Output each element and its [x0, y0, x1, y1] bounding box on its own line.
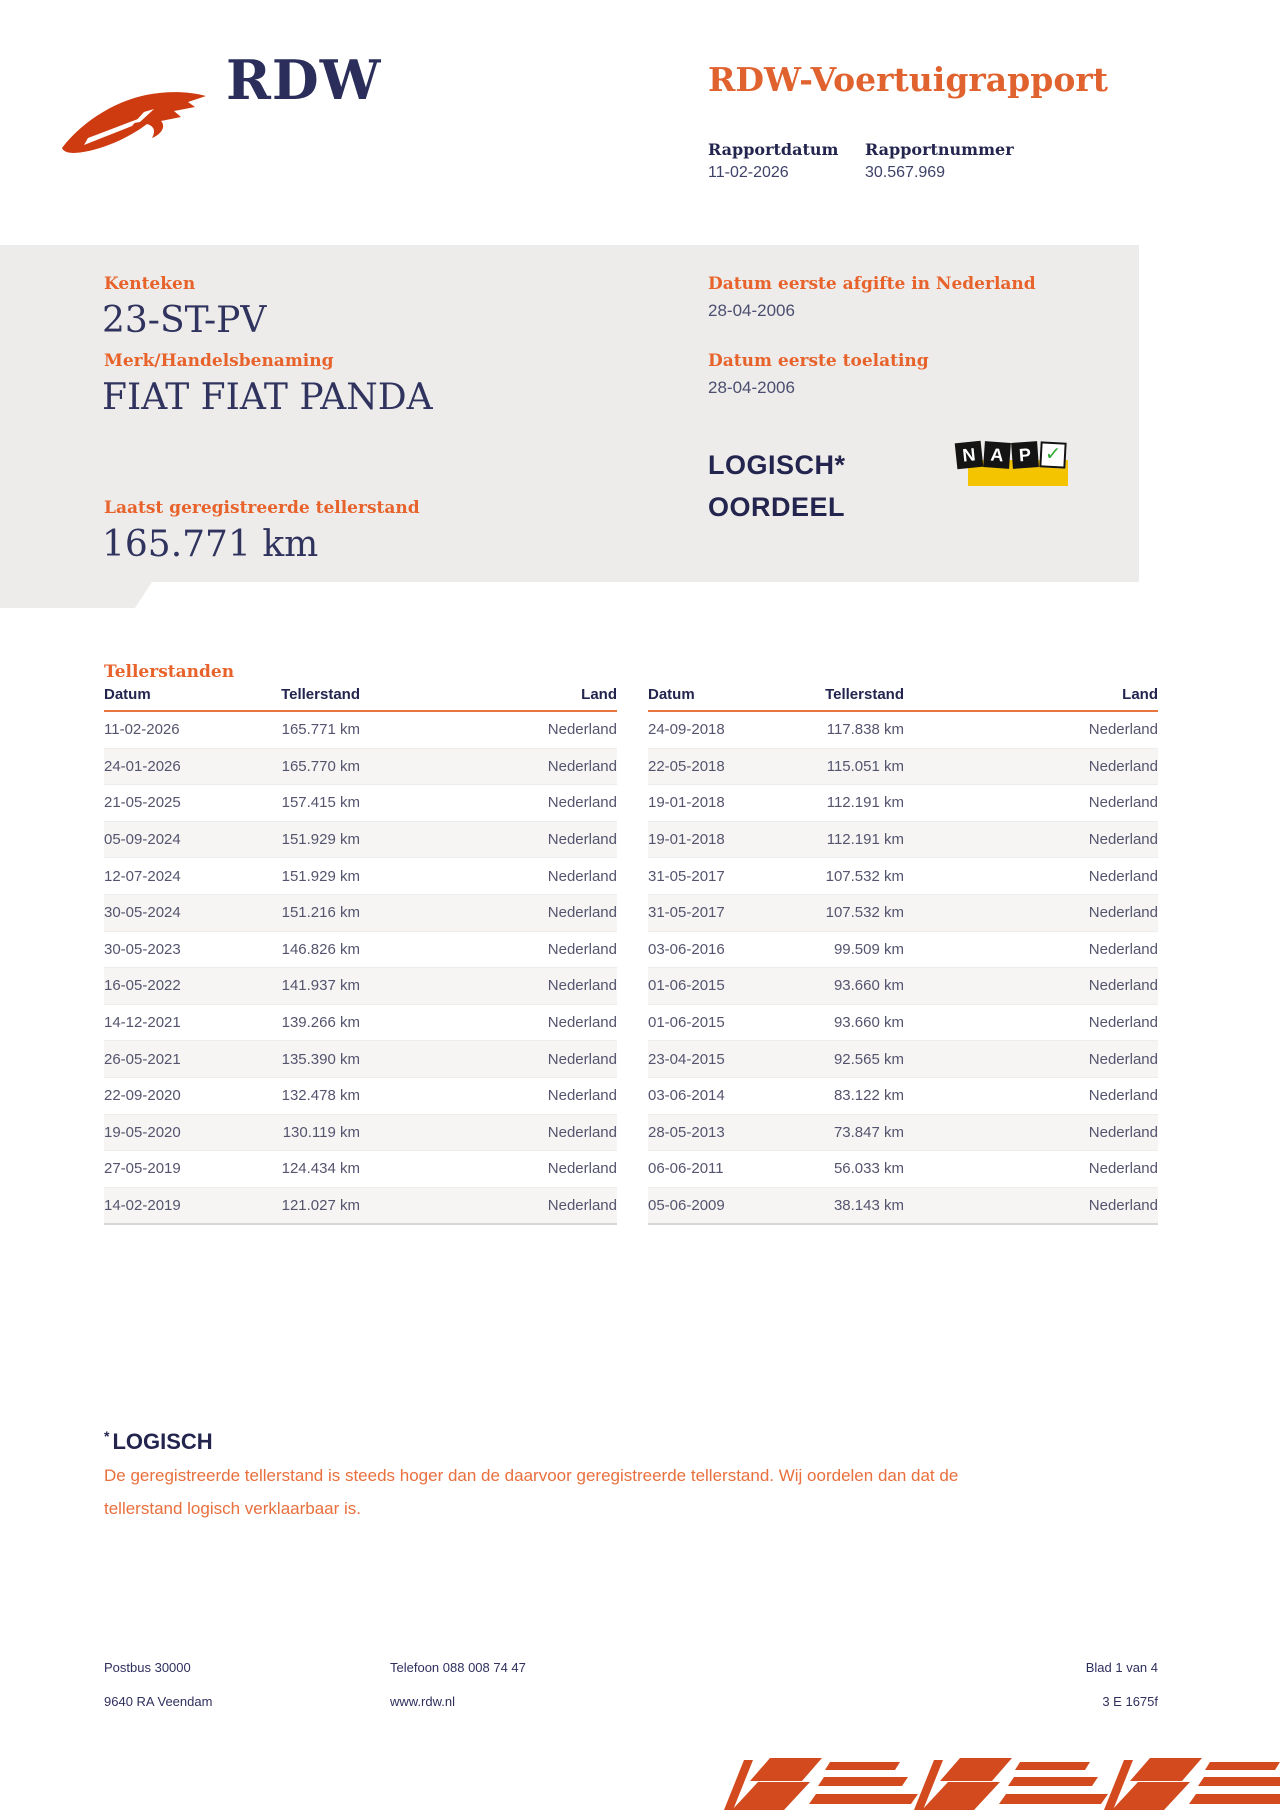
cell-datum: 14-12-2021	[104, 1014, 181, 1032]
rdw-swoosh-icon	[58, 88, 210, 158]
cell-tellerstand: 146.826 km	[281, 940, 360, 958]
cell-land: Nederland	[1088, 794, 1158, 812]
nap-letter-tile: N	[955, 441, 984, 470]
table-body	[648, 712, 1158, 1225]
table-row	[104, 1077, 617, 1114]
table-row	[648, 1077, 1158, 1114]
cell-datum: 24-09-2018	[648, 721, 725, 739]
footnote-title-text: LOGISCH	[112, 1429, 213, 1454]
afgifte-value: 28-04-2006	[708, 301, 795, 320]
cell-land: Nederland	[547, 721, 617, 739]
rdw-logo-text: RDW	[226, 48, 382, 112]
cell-datum: 24-01-2026	[104, 757, 181, 775]
table-row	[104, 967, 617, 1004]
table-row	[648, 857, 1158, 894]
kenteken-value: 23-ST-PV	[102, 300, 267, 341]
cell-tellerstand: 151.216 km	[281, 904, 360, 922]
cell-land: Nederland	[547, 1087, 617, 1105]
cell-datum: 06-06-2011	[648, 1160, 724, 1178]
tellerstanden-table-left	[104, 686, 617, 1225]
cell-datum: 23-04-2015	[648, 1050, 725, 1068]
cell-datum: 05-09-2024	[104, 831, 181, 849]
cell-tellerstand: 107.532 km	[825, 867, 904, 885]
cell-land: Nederland	[547, 1123, 617, 1141]
cell-datum: 16-05-2022	[104, 977, 181, 995]
cell-land: Nederland	[1088, 940, 1158, 958]
cell-tellerstand: 112.191 km	[826, 831, 904, 849]
cell-land: Nederland	[1088, 1197, 1158, 1215]
nap-checkmark-icon: ✓	[1039, 441, 1066, 468]
cell-tellerstand: 117.838 km	[826, 721, 904, 739]
cell-datum: 12-07-2024	[104, 867, 181, 885]
cell-land: Nederland	[1088, 1087, 1158, 1105]
cell-tellerstand: 112.191 km	[826, 794, 904, 812]
cell-tellerstand: 157.415 km	[281, 794, 360, 812]
footer-city: 9640 RA Veendam	[104, 1694, 213, 1709]
nap-letter-tile: P	[1011, 441, 1039, 469]
footer-phone: Telefoon 088 008 74 47	[390, 1660, 526, 1675]
cell-tellerstand: 151.929 km	[281, 867, 360, 885]
oordeel-line2: OORDEEL	[708, 492, 846, 522]
cell-tellerstand: 121.027 km	[281, 1197, 360, 1215]
nap-letter-tile: A	[983, 441, 1011, 469]
cell-tellerstand: 165.770 km	[281, 757, 360, 775]
cell-datum: 31-05-2017	[648, 867, 725, 885]
footer-graphic	[722, 1758, 1280, 1811]
footer-page-number: Blad 1 van 4	[1085, 1660, 1158, 1675]
cell-tellerstand: 107.532 km	[825, 904, 904, 922]
cell-tellerstand: 83.122 km	[833, 1087, 904, 1105]
cell-land: Nederland	[547, 831, 617, 849]
cell-land: Nederland	[547, 940, 617, 958]
afgifte-label: Datum eerste afgifte in Nederland	[708, 274, 1036, 294]
table-row	[104, 894, 617, 931]
cell-tellerstand: 151.929 km	[281, 831, 360, 849]
footer-website: www.rdw.nl	[390, 1694, 456, 1709]
table-row	[648, 894, 1158, 931]
table-row	[104, 1040, 617, 1077]
kenteken-label: Kenteken	[104, 274, 196, 294]
cell-datum: 01-06-2015	[648, 977, 725, 995]
cell-land: Nederland	[547, 794, 617, 812]
cell-land: Nederland	[547, 1050, 617, 1068]
cell-tellerstand: 124.434 km	[281, 1160, 360, 1178]
column-header-datum: Datum	[648, 686, 695, 703]
cell-land: Nederland	[1088, 1160, 1158, 1178]
cell-datum: 14-02-2019	[104, 1197, 181, 1215]
cell-tellerstand: 141.937 km	[281, 977, 360, 995]
cell-land: Nederland	[1088, 1123, 1158, 1141]
table-header-row	[648, 686, 1158, 712]
column-header-tellerstand: Tellerstand	[825, 686, 904, 703]
cell-tellerstand: 165.771 km	[281, 721, 360, 739]
page-title: RDW-Voertuigrapport	[708, 60, 1108, 99]
cell-tellerstand: 92.565 km	[833, 1050, 904, 1068]
cell-tellerstand: 130.119 km	[282, 1123, 360, 1141]
cell-tellerstand: 99.509 km	[833, 940, 904, 958]
cell-datum: 30-05-2024	[104, 904, 181, 922]
cell-land: Nederland	[1088, 721, 1158, 739]
cell-land: Nederland	[547, 1160, 617, 1178]
cell-land: Nederland	[1088, 904, 1158, 922]
table-row	[104, 1114, 617, 1151]
footer-postbus: Postbus 30000	[104, 1660, 191, 1675]
cell-datum: 19-01-2018	[648, 794, 725, 812]
cell-datum: 21-05-2025	[104, 794, 181, 812]
cell-datum: 03-06-2016	[648, 940, 725, 958]
table-row	[104, 712, 617, 748]
column-header-tellerstand: Tellerstand	[281, 686, 360, 703]
table-row	[648, 1187, 1158, 1224]
column-header-land: Land	[1122, 686, 1158, 703]
cell-datum: 31-05-2017	[648, 904, 725, 922]
table-row	[648, 784, 1158, 821]
column-header-datum: Datum	[104, 686, 151, 703]
tellerstand-label: Laatst geregistreerde tellerstand	[104, 498, 420, 518]
cell-land: Nederland	[547, 1197, 617, 1215]
toelating-label: Datum eerste toelating	[708, 351, 929, 371]
table-row	[648, 712, 1158, 748]
column-header-land: Land	[581, 686, 617, 703]
cell-datum: 22-09-2020	[104, 1087, 181, 1105]
cell-tellerstand: 139.266 km	[281, 1014, 360, 1032]
cell-tellerstand: 93.660 km	[833, 977, 904, 995]
cell-datum: 11-02-2026	[104, 721, 180, 739]
footnote-asterisk: *	[104, 1428, 110, 1444]
cell-datum: 27-05-2019	[104, 1160, 181, 1178]
cell-datum: 03-06-2014	[648, 1087, 725, 1105]
table-row	[104, 821, 617, 858]
table-row	[648, 1004, 1158, 1041]
table-row	[104, 1150, 617, 1187]
report-date-label: Rapportdatum	[708, 140, 839, 159]
merk-value: FIAT FIAT PANDA	[102, 377, 433, 418]
cell-tellerstand: 115.051 km	[826, 757, 904, 775]
cell-land: Nederland	[547, 977, 617, 995]
tellerstanden-table-right	[648, 686, 1158, 1225]
table-row	[648, 1114, 1158, 1151]
merk-label: Merk/Handelsbenaming	[104, 351, 334, 371]
cell-land: Nederland	[1088, 867, 1158, 885]
cell-land: Nederland	[547, 904, 617, 922]
cell-datum: 19-01-2018	[648, 831, 725, 849]
cell-land: Nederland	[547, 757, 617, 775]
footer-doc-code: 3 E 1675f	[1102, 1694, 1158, 1709]
tellerstanden-section-title: Tellerstanden	[104, 662, 235, 682]
cell-tellerstand: 38.143 km	[833, 1197, 904, 1215]
table-header-row	[104, 686, 617, 712]
cell-land: Nederland	[1088, 831, 1158, 849]
cell-datum: 26-05-2021	[104, 1050, 181, 1068]
cell-datum: 28-05-2013	[648, 1123, 725, 1141]
footnote-title	[104, 1428, 213, 1455]
table-body	[104, 712, 617, 1225]
oordeel-line1: LOGISCH*	[708, 450, 846, 480]
table-row	[104, 748, 617, 785]
table-row	[648, 748, 1158, 785]
cell-tellerstand: 73.847 km	[833, 1123, 904, 1141]
tellerstand-value: 165.771 km	[102, 524, 319, 565]
cell-land: Nederland	[1088, 1050, 1158, 1068]
table-row	[104, 784, 617, 821]
cell-datum: 30-05-2023	[104, 940, 181, 958]
cell-land: Nederland	[1088, 1014, 1158, 1032]
table-row	[648, 931, 1158, 968]
cell-land: Nederland	[1088, 757, 1158, 775]
cell-tellerstand: 93.660 km	[833, 1014, 904, 1032]
table-row	[648, 1040, 1158, 1077]
table-row	[104, 1004, 617, 1041]
table-row	[648, 967, 1158, 1004]
report-number-label: Rapportnummer	[865, 140, 1014, 159]
cell-tellerstand: 132.478 km	[281, 1087, 360, 1105]
cell-land: Nederland	[547, 1014, 617, 1032]
cell-datum: 22-05-2018	[648, 757, 725, 775]
footnote-text-line2: tellerstand logisch verklaarbaar is.	[104, 1499, 362, 1518]
table-row	[104, 931, 617, 968]
table-row	[104, 1187, 617, 1224]
table-row	[648, 821, 1158, 858]
report-number-value: 30.567.969	[865, 164, 946, 181]
report-date-value: 11-02-2026	[708, 164, 789, 181]
cell-tellerstand: 135.390 km	[281, 1050, 360, 1068]
cell-datum: 05-06-2009	[648, 1197, 725, 1215]
footnote-text-line1: De geregistreerde tellerstand is steeds hoger dan de daarvoor geregistreerde tellerstand. Wij oordelen dan dat de	[104, 1466, 959, 1485]
cell-datum: 19-05-2020	[104, 1123, 181, 1141]
table-row	[648, 1150, 1158, 1187]
cell-tellerstand: 56.033 km	[833, 1160, 904, 1178]
cell-land: Nederland	[547, 867, 617, 885]
cell-datum: 01-06-2015	[648, 1014, 725, 1032]
table-row	[104, 857, 617, 894]
toelating-value: 28-04-2006	[708, 378, 795, 397]
cell-land: Nederland	[1088, 977, 1158, 995]
